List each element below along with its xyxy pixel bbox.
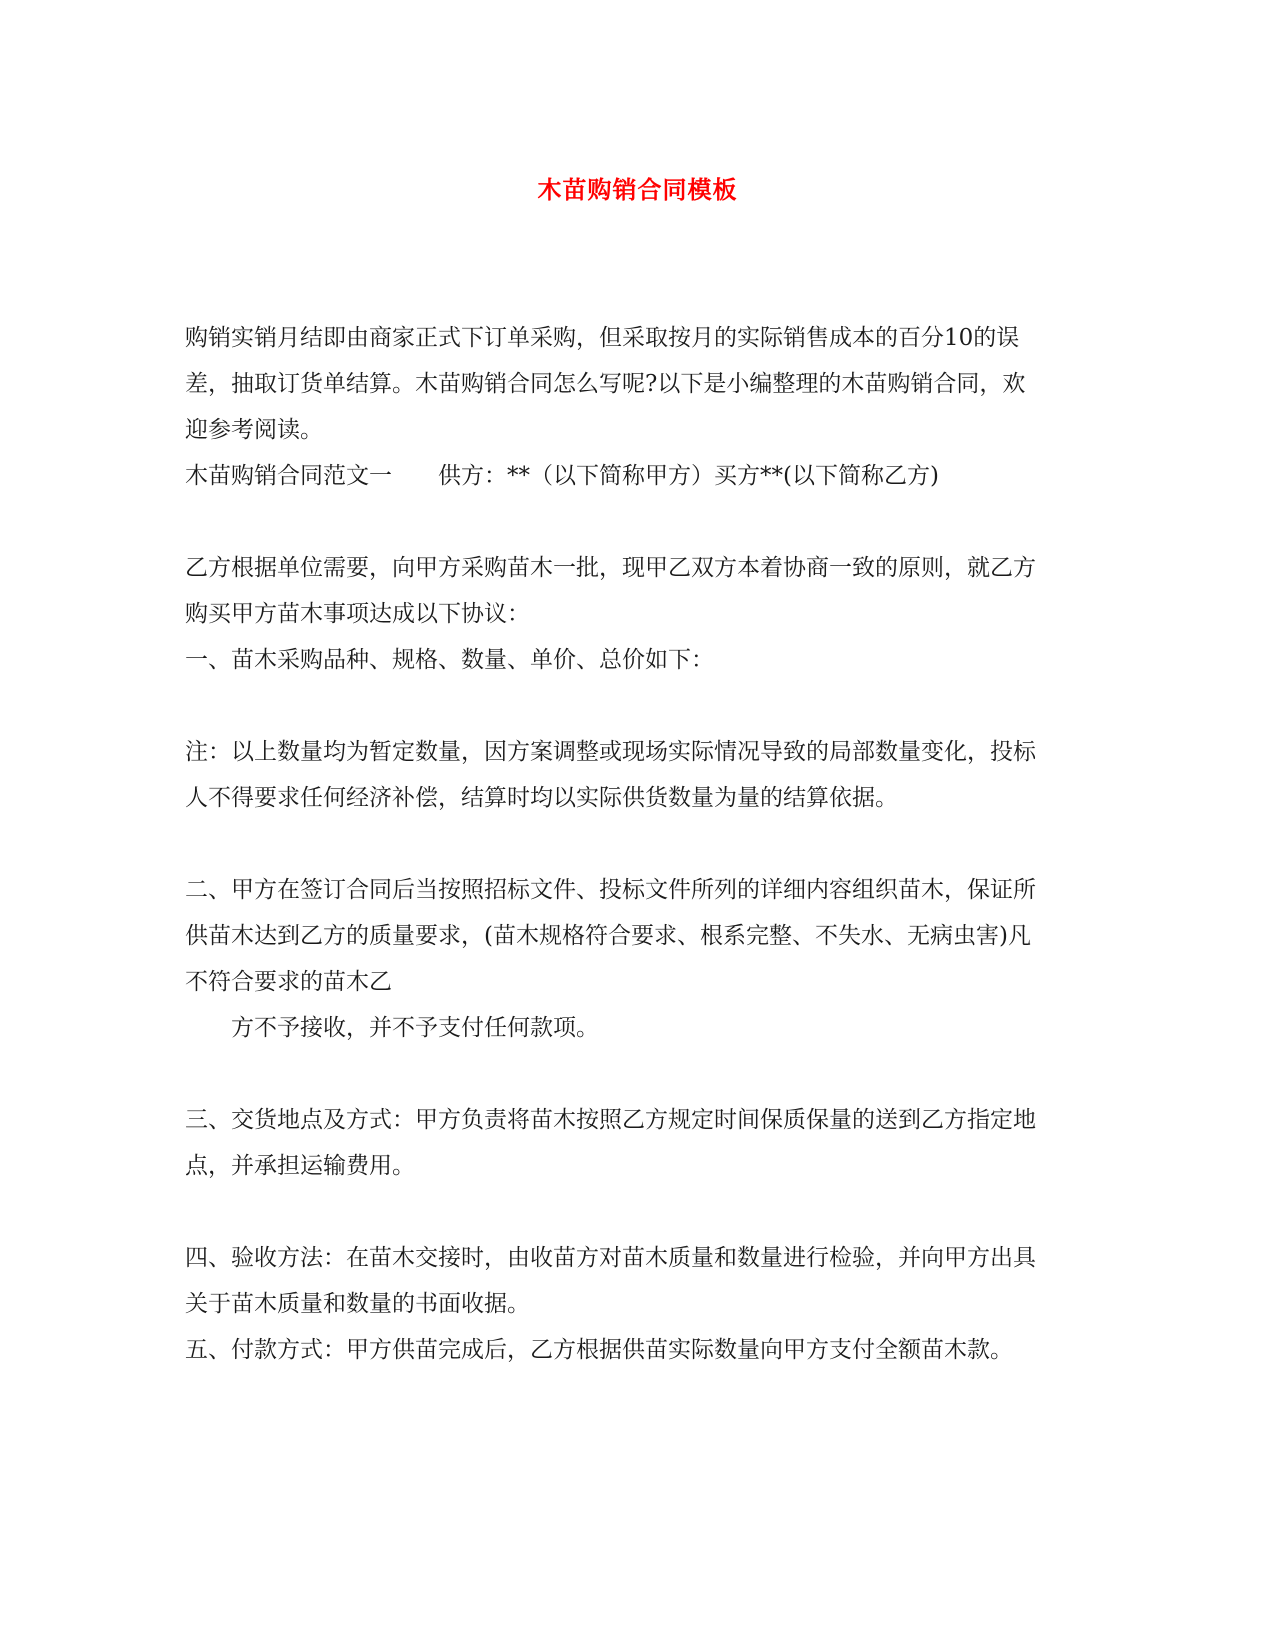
clause-five: 五、付款方式：甲方供苗完成后，乙方根据供苗实际数量向甲方支付全额苗木款。 [185,1337,1013,1363]
paragraph-gap [185,1051,1045,1097]
document-body [185,315,1045,1373]
paragraph-gap [185,821,1045,867]
clause-one: 一、苗木采购品种、规格、数量、单价、总价如下： [185,647,714,673]
paragraph-gap [185,1189,1045,1235]
document-title: 木苗购销合同模板 [537,176,738,204]
paragraph-parties: 木苗购销合同范文一 供方：**（以下简称甲方）买方**(以下简称乙方) [185,463,939,489]
clause-two: 二、甲方在签订合同后当按照招标文件、投标文件所列的详细内容组织苗木，保证所供苗木达到乙方的质量要求，(苗木规格符合要求、根系完整、不失水、无病虫害)凡不符合要求的苗木乙 [185,877,1036,995]
paragraph-gap [185,683,1045,729]
clause-four: 四、验收方法：在苗木交接时，由收苗方对苗木质量和数量进行检验，并向甲方出具关于苗木质量和数量的书面收据。 [185,1245,1036,1317]
clause-three: 三、交货地点及方式：甲方负责将苗木按照乙方规定时间保质保量的送到乙方指定地点，并承担运输费用。 [185,1107,1036,1179]
clause-two-continued: 方不予接收，并不予支付任何款项。 [231,1015,599,1041]
clause-note: 注：以上数量均为暂定数量，因方案调整或现场实际情况导致的局部数量变化，投标人不得要求任何经济补偿，结算时均以实际供货数量为量的结算依据。 [185,739,1036,811]
paragraph-gap [185,499,1045,545]
paragraph-preamble: 乙方根据单位需要，向甲方采购苗木一批，现甲乙双方本着协商一致的原则，就乙方购买甲方苗木事项达成以下协议： [185,555,1036,627]
paragraph-intro: 购销实销月结即由商家正式下订单采购，但采取按月的实际销售成本的百分10的误差，抽取订货单结算。木苗购销合同怎么写呢?以下是小编整理的木苗购销合同，欢迎参考阅读。 [185,325,1026,443]
